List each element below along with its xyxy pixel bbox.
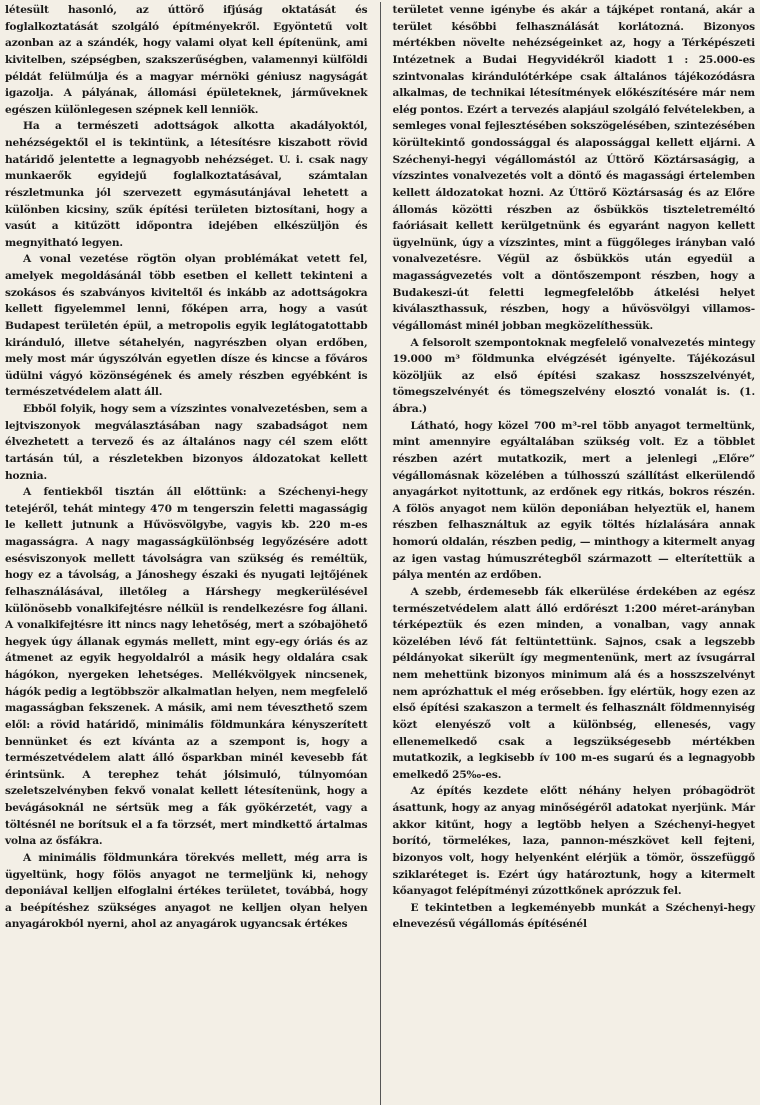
paragraph: A vonal vezetése rögtön olyan problémákat vetett fel, amelyek megoldásánál több esetben el kellett tekinteni a szokásos és szabványos kiviteltől és inkább az adottságokra kellett figyelemmel lenni, főképen arra, hogy a vasút Budapest területén épül, a metropolis egyik leglátogatottabb kiránduló, illetve sétahelyén, nagyrészben olyan erdőben, mely most már úgyszólván egyetlen dísze és kincse a főváros üdülni vágyó közönségének és amely részben egyébként is természetvédelem alatt áll. bbox=[5, 253, 368, 399]
paragraph: A felsorolt szempontoknak megfelelő vonalvezetés mintegy 19.000 m³ földmunka elvégzését igényelte. Tájékozásul közöljük az első építési szakasz hosszszelvényét, tömegszelvényét és tömegszelvény elosztó vonalát is. (1. ábra.) bbox=[392, 336, 755, 415]
paragraph: E tekintetben a legkeményebb munkát a Széchenyi-hegy elnevezésű végállomás építésénél bbox=[392, 901, 755, 931]
paragraph: Ebből folyik, hogy sem a vízszintes vonalvezetésben, sem a lejtviszonyok megválasztásában nagy szabadságot nem élvezhetett a tervező és az általános nagy cél szem előtt tartásán túl, a részletekben bizonyos áldozatokat kellett hoznia. bbox=[5, 403, 368, 482]
paragraph: Az építés kezdete előtt néhány helyen próbagödröt ásattunk, hogy az anyag minőségéről adatokat nyerjünk. Már akkor kitűnt, hogy a legtöbb helyen a Széchenyi-hegyet borító, törmelékes, laza, pannon-mészkövet kell fejteni, bizonyos volt, hogy helyenként elérjük a tömör, összefüggő sziklaréteget is. Ezért úgy határoztunk, hogy a kitermelt kőanyagot felépítményi zúzottkőnek aprózzuk fel. bbox=[392, 785, 755, 898]
column-divider bbox=[380, 2, 381, 1105]
paragraph: A minimális földmunkára törekvés mellett, még arra is ügyeltünk, hogy fölös anyagot ne termeljünk ki, nehogy deponiával kelljen elfoglalni értékes területet, továbbá, hogy a beépítéshez szükséges anyagot ne kelljen olyan helyen anyagárokból nyerni, ahol az anyagárok ugyancsak értékes bbox=[5, 851, 368, 931]
right-column bbox=[393, 2, 756, 1105]
paragraph: Ha a természeti adottságok alkotta akadályoktól, nehézségektől el is tekintünk, a létesítésre kiszabott rövid határidő jelentette a legnagyobb nehézséget. U. i. csak nagy munkaerők egyidejű foglalkoztatásával, számtalan részletmunka jól szervezett egymásutánjával lehetett a különben kicsiny, szűk építési területen biztosítani, hogy a vasút a kitűzött időpontra idejében elkészüljön és megnyitható legyen. bbox=[5, 120, 368, 249]
paragraph: létesült hasonló, az úttörő ifjúság oktatását és foglalkoztatását szolgáló építményekről. Egyöntetű volt azonban az a szándék, hogy valami olyat kell építenünk, ami kivitelben, szépségben, szakszerűségben, valamennyi külföldi példát felülmúlja és a magyar mérnöki géniusz nagyságát igazolja. A pályának, állomási épületeknek, járműveknek egészen különlegesen szépnek kell lenniök. bbox=[5, 4, 368, 116]
paragraph: A fentiekből tisztán áll előttünk: a Széchenyi-hegy tetejéről, tehát mintegy 470 m tengerszin feletti magasságig le kellett jutnunk a Hűvösvölgybe, vagyis kb. 220 m-es magasságra. A nagy magasságkülönbség legyőzésére adott esésviszonyok mellett távolságra van szükség és reméltük, hogy ez a távolság, a Jánoshegy északi és nyugati lejtőjének felhasználásával, illetőleg a Hárshegy megkerülésével különösebb vonalkifejtésre nélkül is rendelkezésre fog állani. A vonalkifejtésre itt nincs nagy lehetőség, mert a szóbajöhető hegyek úgy állanak egymás mellett, mint egy-egy óriás és az átmenet az egyik hegyoldalról a másik hegy oldalára csak hágókon, nyergeken lehetséges. Mellékvölgyek nincsenek, hágók pedig a legtöbbször alkalmatlan helyen, nem megfelelő magasságban fekszenek. A másik, ami nem téveszthető szem elől: a rövid határidő, minimális földmunkára kényszerített bennünket és ezt kívánta az a szempont is, hogy a természetvédelem alatt álló ősparkban minél kevesebb fát érintsünk. A terephez tehát jólsimuló, túlnyomóan szeletszelvényben fekvő vonalat kellett létesítenünk, hogy a bevágásoknál ne sértsük meg a fák gyökérzetét, vagy a töltésnél ne borítsuk el a fa törzsét, mert mindkettő ártalmas volna az ősfákra. bbox=[5, 486, 368, 848]
paragraph: A szebb, érdemesebb fák elkerülése érdekében az egész természetvédelem alatt álló erdőrészt 1:200 méret-arányban térképeztük és ezen minden, a vonalban, vagy annak közelében lévő fát feltüntettünk. Sajnos, csak a legszebb példányokat sikerült így megmentenünk, mert az ívsugárral nem mehettünk bizonyos minimum alá és a hosszszelvényt nem aprózhattuk el még erősebben. Így elértük, hogy ezen az első építési szakaszon a termelt és felhasznált földmennyiség közt elenyésző volt a különbség, ellenesés, vagy ellenemelkedő csak a legszükségesebb mértékben mutatkozik, a legkisebb ív 100 m-es sugarú és a legnagyobb emelkedő 25‰-es. bbox=[392, 585, 755, 781]
paragraph: területet venne igénybe és akár a tájképet rontaná, akár a terület későbbi felhasználását korlátozná. Bizonyos mértékben növelte nehézségeinket az, hogy a Térképészeti Intézetnek a Budai Hegyvidékről kiadott 1 : 25.000-es szintvonalas kirándulótérképe csak általános tájékozódásra alkalmas, de technikai létesítmények előkészítésére már nem elég pontos. Ezért a tervezés alapjául szolgáló felvételekben, a semleges vonal fejlesztésében sokszögelésében, szintezésében körültekintő gondossággal és alapossággal kellett eljárni. A Széchenyi-hegyi végállomástól az Úttörő Köztársaságig, a vízszintes vonalvezetés volt a döntő és magassági értelemben kellett áldozatokat hozni. Az Úttörő Köztársaság és az Előre állomás közötti részben az ősbükkös tiszteletreméltó faóriásait kellett kerülgetnünk és egyaránt nagyon kellett ügyelnünk, úgy a vízszintes, mint a függőleges irányban való vonalvezetésre. Végül az ősbükkös után egyedül a magasságvezetés volt a döntőszempont részben, hogy a Budakeszi-út feletti legmegfelelőbb átkelési helyet kiválaszthassuk, részben, hogy a hűvösvölgyi villamos-végállomást minél jobban megközelíthessük. bbox=[392, 4, 755, 332]
paragraph: Látható, hogy közel 700 m³-rel több anyagot termeltünk, mint amennyire egyáltalában szükség volt. Ez a többlet részben azért mutatkozik, mert a jelenlegi „Előre” végállomásnak közelében a túlhosszú szállítást elkerülendő anyagárkot nyitottunk, az erdőnek egy ritkás, bokros részén. A fölös anyagot nem külön deponiában helyeztük el, hanem részben felhasználtuk az egyik töltés hízlalására annak homorú oldalán, részben pedig, — minthogy a kitermelt anyag az igen vastag húmuszrétegből származott — elterítettük a pálya mentén az erdőben. bbox=[392, 419, 755, 582]
left-column bbox=[5, 2, 368, 1105]
